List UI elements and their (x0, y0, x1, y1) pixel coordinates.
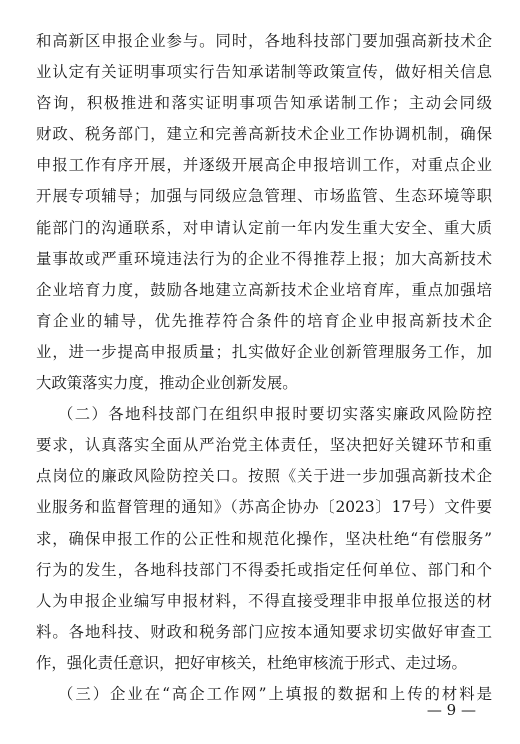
paragraph-start-line: （二）各地科技部门在组织申报时要切实落实廉政风险防控 (58, 405, 492, 424)
paragraph-start-line: （三）企业在“高企工作网”上填报的数据和上传的材料是 (58, 684, 492, 703)
text-line: 业认定有关证明事项实行告知承诺制等政策宣传，做好相关信息 (36, 63, 492, 82)
text-line: 财政、税务部门，建立和完善高新技术企业工作协调机制，确保 (36, 125, 492, 144)
text-line: 开展专项辅导；加强与同级应急管理、市场监管、生态环境等职 (36, 187, 492, 206)
text-line: 大政策落实力度，推动企业创新发展。 (36, 374, 298, 393)
body-text (36, 26, 492, 710)
text-line: 量事故或严重环境违法行为的企业不得推荐上报；加大高新技术 (36, 249, 492, 268)
text-line: 作，强化责任意识，把好审核关，杜绝审核流于形式、走过场。 (36, 653, 467, 672)
page-number: — 9 — (426, 701, 476, 719)
text-line: 育企业的辅导，优先推荐符合条件的培育企业申报高新技术企 (36, 311, 492, 330)
text-line: 求，确保申报工作的公正性和规范化操作，坚决杜绝“有偿服务” (36, 529, 492, 548)
text-line: 申报工作有序开展，并逐级开展高企申报培训工作，对重点企业 (36, 156, 492, 175)
text-line: 要求，认真落实全面从严治党主体责任，坚决把好关键环节和重 (36, 436, 492, 455)
text-line: 业服务和监督管理的通知》（苏高企协办〔2023〕17号）文件要 (36, 498, 492, 517)
text-line: 能部门的沟通联系，对申请认定前一年内发生重大安全、重大质 (36, 218, 492, 237)
text-line: 行为的发生，各地科技部门不得委托或指定任何单位、部门和个 (36, 560, 492, 579)
text-line: 和高新区申报企业参与。同时，各地科技部门要加强高新技术企 (36, 32, 492, 50)
text-line: 人为申报企业编写申报材料，不得直接受理非申报单位报送的材 (36, 591, 492, 610)
text-line: 点岗位的廉政风险防控关口。按照《关于进一步加强高新技术企 (36, 467, 492, 486)
text-line: 咨询，积极推进和落实证明事项告知承诺制工作；主动会同级 (36, 94, 492, 113)
text-line: 业，进一步提高申报质量；扎实做好企业创新管理服务工作，加 (36, 342, 492, 361)
text-line: 企业培育力度，鼓励各地建立高新技术企业培育库，重点加强培 (36, 280, 492, 299)
text-line: 料。各地科技、财政和税务部门应按本通知要求切实做好审查工 (36, 622, 492, 641)
